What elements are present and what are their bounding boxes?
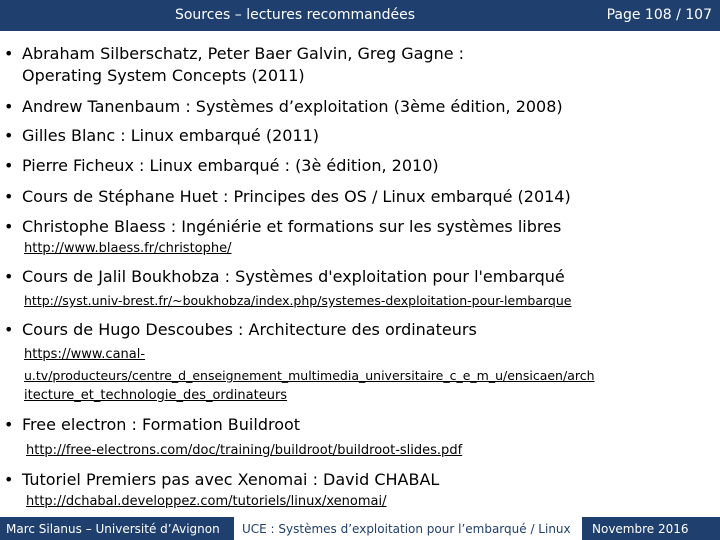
list-item: • Cours de Stéphane Huet : Principes des OS / Linux embarqué (2014) xyxy=(4,187,571,206)
list-item: • Tutoriel Premiers pas avec Xenomai : David CHABAL xyxy=(4,470,440,489)
list-item: • Andrew Tanenbaum : Systèmes d’exploitation (3ème édition, 2008) xyxy=(4,97,563,116)
list-item: • Pierre Ficheux : Linux embarqué : (3è édition, 2010) xyxy=(4,156,439,175)
footer-date-box xyxy=(582,517,720,540)
list-item: • Cours de Jalil Boukhobza : Systèmes d'exploitation pour l'embarqué xyxy=(4,267,565,286)
canal-u-link-line3[interactable]: itecture_et_technologie_des_ordinateurs xyxy=(24,388,288,403)
footer-course: UCE : Systèmes d’exploitation pour l’embarqué / Linux xyxy=(242,522,571,536)
canal-u-link-line2[interactable]: u.tv/producteurs/centre_d_enseignement_multimedia_universitaire_c_e_m_u/ensicaen/arch xyxy=(24,368,595,383)
buildroot-link[interactable]: http://free-electrons.com/doc/training/buildroot/buildroot-slides.pdf xyxy=(26,443,463,458)
footer-course-box xyxy=(234,517,582,540)
page-number: Page 108 / 107 xyxy=(606,7,712,23)
footer-bar xyxy=(0,517,720,540)
list-item: • Cours de Hugo Descoubes : Architecture des ordinateurs xyxy=(4,320,477,339)
list-item: • Abraham Silberschatz, Peter Baer Galvin, Greg Gagne : Operating System Concepts (2011) xyxy=(4,44,465,85)
list-item: • Free electron : Formation Buildroot xyxy=(4,415,301,434)
footer-date: Novembre 2016 xyxy=(592,522,689,536)
xenomai-link[interactable]: http://dchabal.developpez.com/tutoriels/linux/xenomai/ xyxy=(26,494,387,509)
canal-u-link-line1[interactable]: https://www.canal- xyxy=(24,347,146,362)
footer-author: Marc Silanus – Université d’Avignon xyxy=(6,522,220,536)
list-item: • Christophe Blaess : Ingéniérie et formations sur les systèmes libres xyxy=(4,217,562,236)
blaess-link[interactable]: http://www.blaess.fr/christophe/ xyxy=(24,241,232,256)
boukhobza-link[interactable]: http://syst.univ-brest.fr/~boukhobza/index.php/systemes-dexploitation-pour-lembarque xyxy=(24,293,572,308)
list-item: • Gilles Blanc : Linux embarqué (2011) xyxy=(4,126,320,145)
slide-title: Sources – lectures recommandées xyxy=(174,7,416,23)
